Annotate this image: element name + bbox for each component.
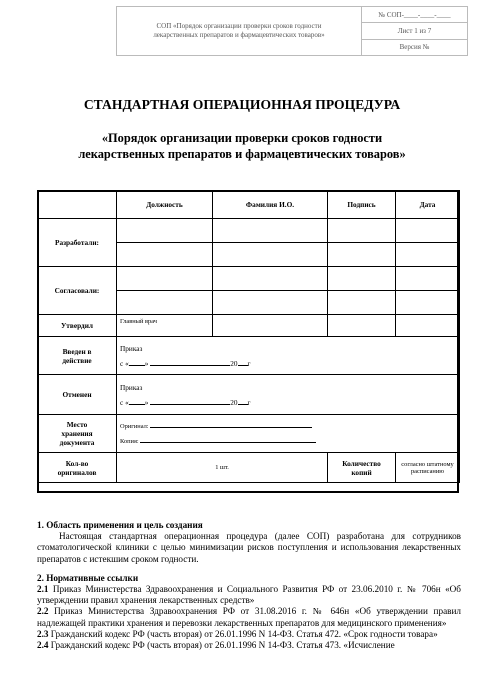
- original-label: Оригинал:: [120, 422, 149, 430]
- storage-label-line3: документа: [59, 438, 95, 447]
- cancel-quote-close: »: [144, 397, 149, 407]
- introduced-label-line1: Введен в: [62, 346, 92, 356]
- reference-item: [37, 606, 461, 628]
- copy-label: Копия:: [120, 437, 139, 445]
- row-cancelled-label: Отменен: [38, 375, 117, 415]
- chief-doctor-label: Главный врач: [117, 315, 213, 337]
- originals-label-line1: Кол-во: [65, 458, 89, 468]
- reference-text: Приказ Министерства Здравоохранения РФ от 31.08.2016 г. № 646н «Об утверждении правил надлежащей практики хранения и перевозки лекарственных препаратов для медицинского применения»: [37, 606, 461, 628]
- reference-number: 2.2: [37, 606, 49, 617]
- reference-number: 2.1: [37, 584, 49, 595]
- order-quote-open: с «: [120, 358, 129, 368]
- copies-value-line2: расписанию: [410, 467, 445, 475]
- document-body: [37, 520, 461, 651]
- header-version: Версия №: [362, 39, 468, 55]
- cancel-year-prefix: 20: [230, 397, 238, 407]
- reference-text: Приказ Министерства Здравоохранения и Социального Развития РФ от 23.06.2010 г. № 706н «Об утверждении правил хранения лекарственных средств»: [37, 584, 461, 606]
- document-header-box: [116, 6, 468, 56]
- order-quote-close: »: [144, 358, 149, 368]
- copies-label-line2: копий: [351, 467, 372, 477]
- section1-text: Настоящая стандартная операционная процедура (далее СОП) разработана для сотрудников стоматологической клиники с целью минимизации рисков поступления и использования лекарственных препаратов с истекшим сроком годности.: [37, 531, 461, 564]
- cancel-quote-open: с «: [120, 397, 129, 407]
- table-outer-frame: [37, 190, 459, 493]
- storage-label-line1: Место: [66, 420, 88, 429]
- document-heading: СТАНДАРТНАЯ ОПЕРАЦИОННАЯ ПРОЦЕДУРА: [83, 97, 401, 112]
- subtitle-line1: «Порядок организации проверки сроков годности: [101, 131, 383, 145]
- order-year-prefix: 20: [230, 358, 238, 368]
- reference-text: Гражданский кодекс РФ (часть вторая) от 26.01.1996 N 14-ФЗ. Статья 473. «Исчисление: [48, 640, 395, 651]
- introduced-label-line2: действие: [62, 355, 92, 365]
- reference-number: 2.4: [37, 640, 49, 651]
- reference-text: Гражданский кодекс РФ (часть вторая) от 26.01.1996 N 14-ФЗ. Статья 472. «Срок годности товара»: [48, 628, 438, 639]
- col-position-header: Должность: [117, 191, 213, 219]
- subtitle-line2: лекарственных препаратов и фармацевтических товаров»: [78, 147, 406, 161]
- copies-value-line1: согласно штатному: [401, 460, 454, 468]
- header-title-line2: лекарственных препаратов и фармацевтических товаров»: [153, 31, 325, 39]
- introduced-order-label: Приказ: [120, 343, 143, 353]
- storage-label-line2: хранения: [61, 429, 93, 438]
- header-sheet: Лист 1 из 7: [362, 23, 468, 39]
- row-agreed-label: Согласовали:: [38, 267, 117, 315]
- copies-label-line1: Количество: [342, 458, 381, 468]
- section2-title: 2. Нормативные ссылки: [37, 572, 139, 583]
- originals-label-line2: оригиналов: [57, 467, 97, 477]
- row-approved-label: Утвердил: [38, 315, 117, 337]
- header-title: [117, 7, 362, 56]
- originals-count: 1 шт.: [117, 453, 328, 483]
- document-subtitle: [0, 130, 484, 162]
- row-developed-label: Разработали:: [38, 219, 117, 267]
- col-date-header: Дата: [396, 191, 460, 219]
- header-sop-number: № СОП-____-____-____: [362, 7, 468, 23]
- section1-title: 1. Область применения и цель создания: [37, 520, 203, 530]
- reference-item: [37, 629, 461, 640]
- header-title-line1: СОП «Порядок организации проверки сроков годности: [156, 22, 322, 30]
- cancel-year-suffix: г: [247, 397, 251, 407]
- reference-item: [37, 584, 461, 606]
- col-signature-header: Подпись: [328, 191, 396, 219]
- col-name-header: Фамилия И.О.: [213, 191, 328, 219]
- reference-item: [37, 640, 461, 651]
- order-year-suffix: г: [247, 358, 251, 368]
- reference-number: 2.3: [37, 628, 49, 639]
- cancelled-order-label: Приказ: [120, 382, 143, 392]
